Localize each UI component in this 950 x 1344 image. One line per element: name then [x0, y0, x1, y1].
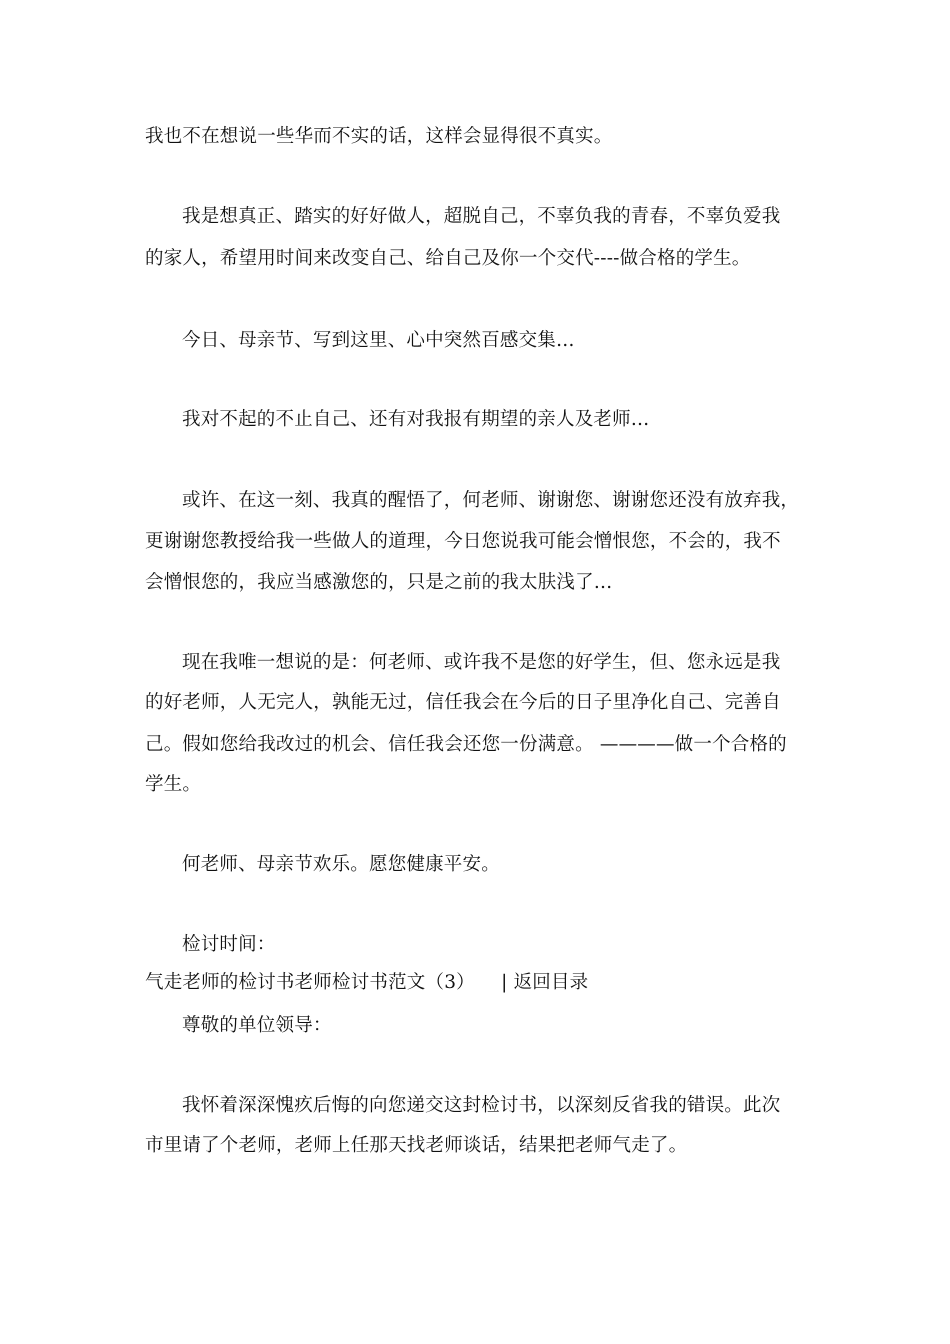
- paragraph-line: 己。假如您给我改过的机会、信任我会还您一份满意。 ————做一个合格的: [145, 734, 787, 755]
- paragraph-line: 的家人，希望用时间来改变自己、给自己及你一个交代----做合格的学生。: [145, 248, 751, 269]
- paragraph-line: 的好老师，人无完人，孰能无过，信任我会在今后的日子里净化自己、完善自: [145, 692, 781, 713]
- paragraph-line: 更谢谢您教授给我一些做人的道理，今日您说我可能会憎恨您，不会的，我不: [145, 531, 781, 552]
- paragraph-line: 今日、母亲节、写到这里、心中突然百感交集…: [182, 330, 575, 351]
- paragraph-line: 我也不在想说一些华而不实的话，这样会显得很不真实。: [145, 126, 613, 147]
- paragraph-line: 我是想真正、踏实的好好做人，超脱自己，不辜负我的青春，不辜负爱我: [182, 206, 781, 227]
- paragraph-line: 我怀着深深愧疚后悔的向您递交这封检讨书，以深刻反省我的错误。此次: [182, 1095, 781, 1116]
- paragraph-line: 市里请了个老师，老师上任那天找老师谈话，结果把老师气走了。: [145, 1135, 688, 1156]
- paragraph-line: 学生。: [145, 774, 202, 795]
- section-title-row: [145, 970, 950, 996]
- back-to-toc-link[interactable]: | 返回目录: [501, 972, 589, 993]
- salutation: 尊敬的单位领导：: [182, 1015, 332, 1036]
- paragraph-line: 现在我唯一想说的是：何老师、或许我不是您的好学生，但、您永远是我: [182, 652, 781, 673]
- section-title: 气走老师的检讨书老师检讨书范文（3）: [145, 972, 475, 993]
- paragraph-line: 会憎恨您的，我应当感激您的，只是之前的我太肤浅了…: [145, 572, 613, 593]
- paragraph-line: 或许、在这一刻、我真的醒悟了，何老师、谢谢您、谢谢您还没有放弃我，: [182, 490, 800, 511]
- paragraph-line: 检讨时间：: [182, 934, 276, 955]
- paragraph-line: 我对不起的不止自己、还有对我报有期望的亲人及老师…: [182, 409, 650, 430]
- paragraph-line: 何老师、母亲节欢乐。愿您健康平安。: [182, 854, 500, 875]
